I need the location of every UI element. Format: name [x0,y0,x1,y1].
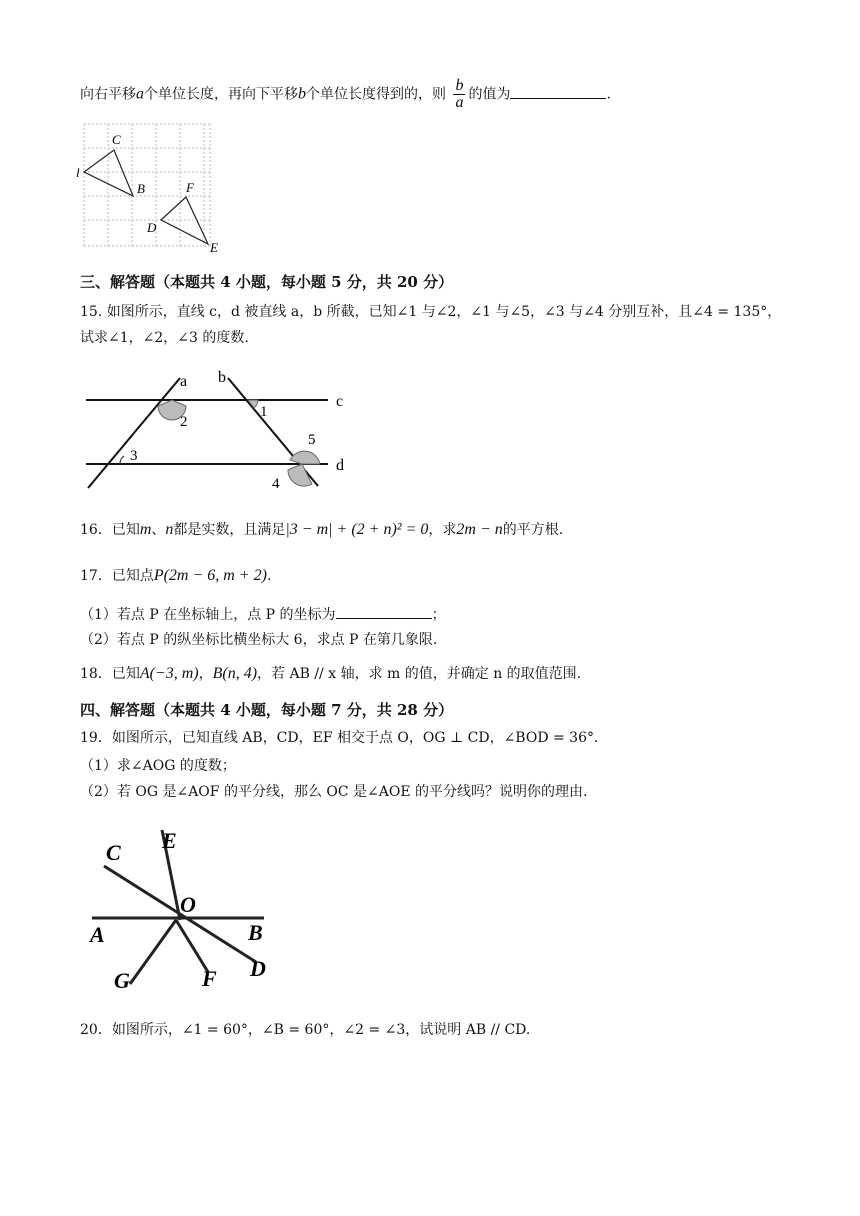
label-A-19: A [90,922,105,947]
parallel-lines-figure [80,366,360,496]
q14-text-post: 个单位长度得到的，则 [306,86,446,103]
label-angle-3: 3 [130,448,138,464]
label-line-a: a [180,373,188,390]
label-angle-5: 5 [308,432,316,448]
label-angle-1: 1 [260,404,268,420]
label-C-19: C [106,840,121,865]
grid-triangle-figure [76,120,221,254]
q17-part2: （2）若点 P 的纵坐标比横坐标大 6，求点 P 在第几象限. [80,632,438,648]
intersecting-lines-figure [84,822,284,998]
label-C: C [112,132,121,147]
label-D: D [147,220,157,235]
angle-3-arc [120,456,124,464]
label-F: F [186,180,194,195]
label-B-19: B [248,920,263,945]
label-line-c: c [336,393,344,410]
q19-part2: （2）若 OG 是∠AOF 的平分线，那么 OC 是∠AOE 的平分线吗？说明你的理由. [80,784,588,800]
label-O-19: O [180,892,196,917]
var-b: b [298,85,306,103]
label-F-19: F [202,966,217,991]
answer-blank-q17[interactable] [336,604,432,619]
equation-q16: |3 − m| + (2 + n)² = 0 [285,521,429,538]
label-angle-4: 4 [272,476,280,492]
q17-part1: （1）若点 P 在坐标轴上，点 P 的坐标为 ； [80,604,446,625]
q16-text: 16．已知m、n都是实数，且满足|3 − m| + (2 + n)² = 0，求2m − n的平方根. [80,521,564,538]
label-B: B [137,181,145,196]
label-line-b: b [218,369,226,386]
q19-part1: （1）求∠AOG 的度数； [80,758,236,774]
q14-text: 向右平移a个单位长度，再向下平移b个单位长度得到的，则 $\frac{b}{a}$ 的值为 . [80,77,611,111]
q20-text: 20．如图所示，∠1 = 60°，∠B = 60°，∠2 = ∠3，试说明 AB // CD. [80,1022,531,1038]
q14-text-after: 的值为 [468,86,511,103]
label-E: E [210,240,218,255]
fraction-b-over-a: $\frac{b}{a}$ [455,77,464,111]
section-3-heading: 三、解答题（本题共 4 小题，每小题 5 分，共 20 分） [80,273,454,291]
q14-text-mid: 个单位长度，再向下平移 [144,86,298,103]
q15-line1: 15. 如图所示，直线 c，d 被直线 a，b 所截，已知∠1 与∠2，∠1 与∠5，∠3 与∠4 分别互补，且∠4 = 135°， [80,304,782,320]
label-line-d: d [336,457,344,474]
q19-stem: 19．如图所示，已知直线 AB，CD，EF 相交于点 O，OG ⊥ CD，∠BOD = 36°. [80,730,599,746]
q18-text: 18．已知A(−3, m)，B(n, 4)，若 AB // x 轴，求 m 的值，并确定 n 的取值范围. [80,665,582,682]
label-D-19: D [250,956,266,981]
var-a: a [136,85,144,103]
q15-line2: 试求∠1，∠2，∠3 的度数. [80,330,249,346]
answer-blank-q14[interactable] [510,84,606,99]
label-E-19: E [162,828,177,853]
angle-5-arc [290,451,320,464]
label-A: l [76,165,80,180]
q14-text-pre: 向右平移 [80,86,136,103]
section-4-heading: 四、解答题（本题共 4 小题，每小题 7 分，共 28 分） [80,701,454,719]
point-p-expr: P(2m − 6, m + 2) [153,567,267,584]
q17-stem: 17．已知点P(2m − 6, m + 2). [80,567,272,584]
label-angle-2: 2 [180,414,188,430]
label-G-19: G [114,968,130,993]
